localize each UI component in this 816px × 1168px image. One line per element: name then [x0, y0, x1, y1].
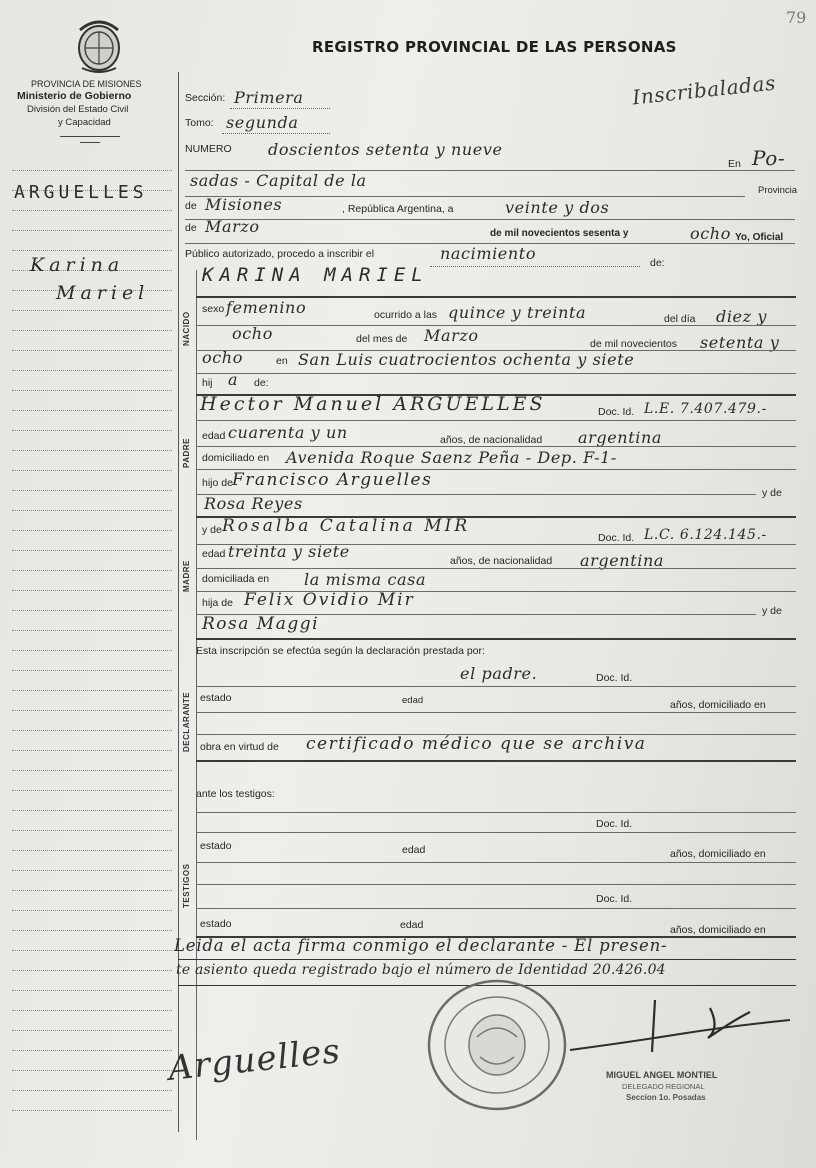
- de-mil-label: de mil novecientos sesenta y: [490, 228, 629, 239]
- de-label-1: de: [185, 200, 197, 212]
- madre-dom: la misma casa: [304, 570, 427, 589]
- padre-doc: L.E. 7.407.479.-: [644, 401, 767, 417]
- abuela-materna: Rosa Maggi: [202, 614, 320, 634]
- madre-doc-label: Doc. Id.: [598, 532, 635, 544]
- numero-value-2: sadas - Capital de la: [190, 171, 367, 190]
- padre-edad-line: [196, 446, 796, 447]
- certificado-value: certificado médico que se archiva: [306, 734, 647, 754]
- provincia-label: Provincia: [758, 185, 798, 196]
- tomo-line: [222, 133, 330, 134]
- declarante-estado-label: estado: [200, 692, 232, 704]
- de-colon-label: de:: [650, 257, 665, 269]
- numero-value-1: doscientos setenta y nueve: [268, 140, 503, 159]
- declarante-doc-label: Doc. Id.: [596, 672, 633, 684]
- acto-value: nacimiento: [440, 244, 537, 263]
- madre-hija-label: hija de: [202, 597, 233, 609]
- document-title: REGISTRO PROVINCIAL DE LAS PERSONAS: [312, 38, 677, 56]
- testigo-1-dom-line: [196, 862, 796, 863]
- del-mes-label: del mes de: [356, 333, 408, 345]
- testigo-2-name-line: [196, 908, 796, 909]
- en-lower-label: en: [276, 355, 288, 367]
- margin-given-name-2: Mariel: [56, 282, 150, 304]
- official-office: Seccion 1o. Posadas: [626, 1093, 706, 1102]
- closing-text-2: te asiento queda registrado bajo el número de Identidad 20.426.04: [176, 962, 666, 978]
- declarante-section-label: DECLARANTE: [182, 691, 191, 752]
- official-title: DELEGADO REGIONAL: [622, 1082, 705, 1091]
- margin-given-name-1: Karina: [30, 254, 125, 276]
- publico-label: Público autorizado, procedo a inscribir el: [185, 248, 375, 260]
- tomo-label: Tomo:: [185, 117, 214, 129]
- office-divider-short: [80, 142, 100, 143]
- child-name: KARINA MARIEL: [202, 264, 429, 286]
- ministry-label: Ministerio de Gobierno: [17, 90, 132, 102]
- division-label: División del Estado Civil: [27, 104, 129, 115]
- capacity-label: y Capacidad: [58, 117, 111, 128]
- page-number: 79: [786, 8, 807, 27]
- testigos-label: ante los testigos:: [196, 788, 275, 800]
- declarante-signature: Arguelles: [166, 1031, 343, 1089]
- hijo-suffix: a: [228, 370, 239, 389]
- testigo-2-estado-label: estado: [200, 918, 232, 930]
- margin-surname: ARGUELLES: [14, 182, 148, 203]
- madre-nac: argentina: [580, 551, 664, 570]
- testigo-1-anos-label: años, domiciliado en: [670, 848, 766, 860]
- hijo-de-label: de:: [254, 377, 269, 389]
- del-dia-label: del día: [664, 313, 696, 325]
- mes-nacimiento: Marzo: [424, 326, 479, 345]
- section-divider: [196, 270, 197, 1140]
- dia-value-2: ocho: [232, 324, 273, 343]
- testigos-section-label: TESTIGOS: [182, 863, 191, 908]
- de-label-2: de: [185, 222, 197, 234]
- padre-dom-label: domiciliado en: [202, 452, 270, 464]
- inscribed-stamp: Inscribaladas: [631, 70, 777, 110]
- dia-inscripcion: veinte y dos: [505, 198, 610, 217]
- line-3: [185, 219, 795, 220]
- testigo-1-edad-label: edad: [402, 844, 426, 856]
- ano-inscripcion: ocho: [690, 224, 731, 243]
- closing-text-1: Leida el acta firma conmigo el declarante - El presen-: [174, 936, 668, 955]
- sexo-value: femenino: [226, 298, 307, 317]
- republica-label: , República Argentina, a: [342, 203, 454, 215]
- madre-edad-line: [196, 568, 796, 569]
- en-place-1: Po-: [752, 146, 786, 170]
- coat-of-arms-icon: [70, 12, 128, 74]
- abuela-paterna: Rosa Reyes: [204, 494, 303, 513]
- dia-value-1: diez y: [716, 307, 767, 326]
- inscripcion-label: Esta inscripción se efectúa según la declaración prestada por:: [196, 645, 485, 657]
- hora-value: quince y treinta: [448, 303, 587, 322]
- tomo-value: segunda: [226, 113, 299, 132]
- testigo-1-name-line: [196, 832, 796, 833]
- madre-nac-label: años, de nacionalidad: [450, 555, 553, 567]
- madre-doc: L.C. 6.124.145.-: [644, 527, 767, 543]
- acto-line: [430, 266, 640, 267]
- office-divider: [60, 136, 120, 137]
- padre-dom: Avenida Roque Saenz Peña - Dep. F-1-: [286, 448, 617, 467]
- padre-y-de-label: y de: [762, 487, 782, 499]
- madre-end-line: [196, 638, 796, 640]
- testigo-1-doc-label: Doc. Id.: [596, 818, 633, 830]
- madre-edad: treinta y siete: [228, 542, 350, 561]
- ocurrido-label: ocurrido a las: [374, 309, 438, 321]
- padre-nac: argentina: [578, 428, 662, 447]
- madre-y-de-label: y de: [202, 524, 222, 536]
- padre-doc-label: Doc. Id.: [598, 406, 635, 418]
- official-signature-icon: [560, 990, 800, 1070]
- sexo-line: [196, 325, 796, 326]
- lugar-value: San Luis cuatrocientos ochenta y siete: [298, 350, 635, 369]
- testigo-2-edad-label: edad: [400, 919, 424, 931]
- sexo-label: sexo: [202, 303, 225, 315]
- declarante-end-line: [196, 760, 796, 762]
- de-mil-novecientos-label: de mil novecientos: [590, 338, 677, 350]
- padre-hijo-label: hijo de: [202, 477, 233, 489]
- testigo-1-estado-label: estado: [200, 840, 232, 852]
- padre-edad: cuarenta y un: [228, 423, 348, 442]
- madre-edad-label: edad: [202, 548, 226, 560]
- seccion-label: Sección:: [185, 92, 226, 104]
- padre-nombre: Hector Manuel ARGUELLES: [200, 393, 546, 415]
- hijo-label: hij: [202, 377, 213, 389]
- padre-nac-label: años, de nacionalidad: [440, 434, 543, 446]
- testigo-2-doc-label: Doc. Id.: [596, 893, 633, 905]
- seccion-line: [230, 108, 330, 109]
- declarante-estado-line: [196, 712, 796, 713]
- abuelo-paterno: Francisco Arguelles: [232, 470, 433, 490]
- padre-name-line: [196, 420, 796, 421]
- padre-edad-label: edad: [202, 430, 226, 442]
- province-label: PROVINCIA DE MISIONES: [31, 79, 142, 89]
- declarante-anos-label: años, domiciliado en: [670, 699, 766, 711]
- madre-dom-label: domiciliada en: [202, 573, 270, 585]
- madre-nombre: Rosalba Catalina MIR: [222, 516, 471, 536]
- nacido-section-label: NACIDO: [182, 311, 191, 346]
- declarante-edad-label: edad: [402, 695, 424, 706]
- obra-label: obra en virtud de: [200, 741, 279, 753]
- abuelo-materno: Felix Ovidio Mir: [244, 590, 415, 610]
- closing-line-1: [178, 959, 796, 960]
- provincia-value: Misiones: [205, 195, 283, 214]
- testigo-2-anos-label: años, domiciliado en: [670, 924, 766, 936]
- testigo-1-line: [196, 812, 796, 813]
- numero-label: NUMERO: [185, 143, 232, 155]
- testigo-2-line: [196, 884, 796, 885]
- official-seal-icon: [424, 975, 570, 1115]
- declarante-value: el padre.: [460, 664, 538, 683]
- ano-nacimiento-1: setenta y: [700, 333, 780, 352]
- en-label: En: [728, 158, 741, 170]
- seccion-value: Primera: [234, 88, 304, 107]
- mes-inscripcion: Marzo: [205, 217, 260, 236]
- lugar-line: [196, 373, 796, 374]
- official-name: MIGUEL ANGEL MONTIEL: [606, 1070, 718, 1080]
- ano-nacimiento-2: ocho: [202, 348, 243, 367]
- madre-section-label: MADRE: [182, 560, 191, 592]
- declarante-line: [196, 686, 796, 687]
- padre-section-label: PADRE: [182, 438, 191, 468]
- madre-y-de-label-2: y de: [762, 605, 782, 617]
- yo-oficial-label: Yo, Oficial: [735, 232, 784, 243]
